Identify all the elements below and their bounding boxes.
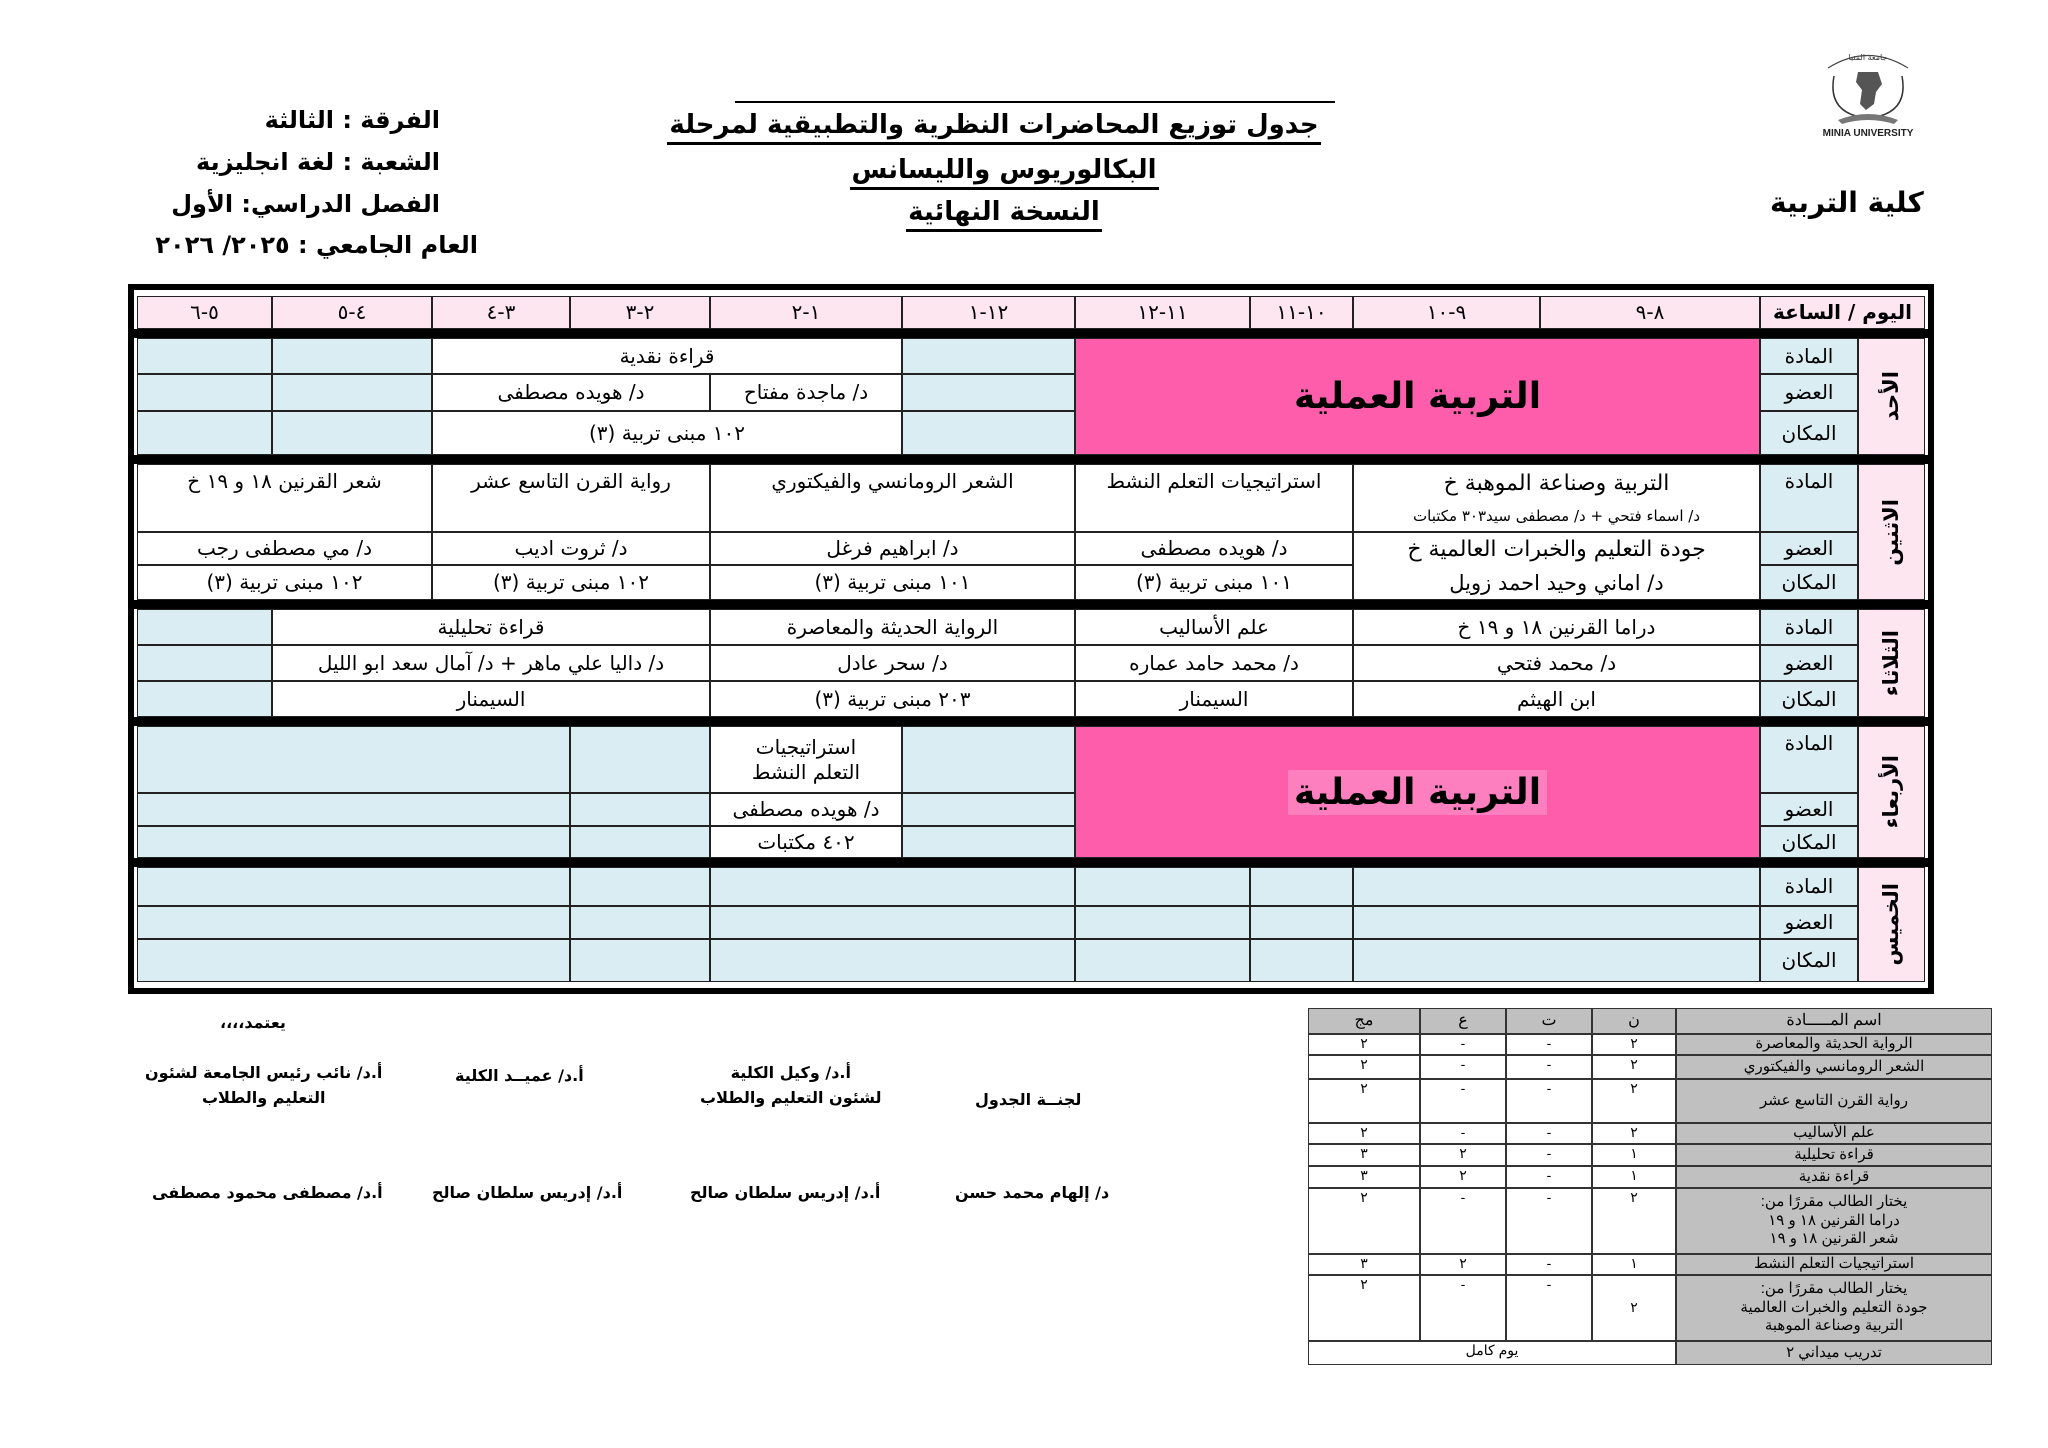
time-slot-header: ٢-٣ xyxy=(570,296,710,329)
class-member: د/ هويده مصطفى xyxy=(710,793,902,826)
class-subject: الرواية الحديثة والمعاصرة xyxy=(710,609,1075,645)
credits-row-total: ٢ xyxy=(1308,1055,1420,1079)
class-subject: شعر القرنين ١٨ و ١٩ خ xyxy=(137,464,432,532)
vice-dean-title-line1: أ.د/ وكيل الكلية xyxy=(730,1063,851,1082)
practicum-block xyxy=(1075,726,1760,858)
credits-row-a: - xyxy=(1420,1123,1506,1144)
dean-title: أ.د/ عميــد الكلية xyxy=(455,1066,584,1085)
approve-label: يعتمد،،،، xyxy=(220,1013,286,1032)
class-subject: التربية وصناعة الموهبة خ xyxy=(1443,470,1670,496)
class-place: ٢٠٣ مبنى تربية (٣) xyxy=(710,681,1075,717)
class-subject: دراما القرنين ١٨ و ١٩ خ xyxy=(1353,609,1760,645)
credits-row-total: ٢ xyxy=(1308,1275,1420,1341)
empty-slot xyxy=(1250,867,1353,906)
credits-row-subject-line: يختار الطالب مقررًا من: xyxy=(1760,1279,1908,1297)
credits-row-subject: قراءة تحليلية xyxy=(1676,1144,1992,1166)
row-label-member: العضو xyxy=(1760,906,1858,939)
credits-row-subject-line: جودة التعليم والخبرات العالمية xyxy=(1740,1298,1928,1316)
empty-slot xyxy=(570,726,710,793)
credits-row-n: ٢ xyxy=(1592,1123,1676,1144)
credits-header-t: ت xyxy=(1506,1008,1592,1034)
credits-row-a: - xyxy=(1420,1275,1506,1341)
credits-row-a: - xyxy=(1420,1055,1506,1079)
row-separator xyxy=(134,329,1928,338)
day-tuesday-label: الثلاثاء xyxy=(1879,629,1904,697)
day-sunday-label: الأحد xyxy=(1879,371,1904,422)
row-label-subject: المادة xyxy=(1760,338,1858,374)
class-place: ٤٠٢ مكتبات xyxy=(710,826,902,858)
corner-label: اليوم / الساعة xyxy=(1760,296,1925,329)
class-place: ١٠٢ مبنى تربية (٣) xyxy=(432,411,902,455)
class-member: د/ هويده مصطفى xyxy=(1075,532,1353,565)
day-wednesday xyxy=(1858,726,1925,858)
credits-row-subject: رواية القرن التاسع عشر xyxy=(1676,1079,1992,1123)
row-separator xyxy=(134,600,1928,609)
class-member: د/ محمد فتحي xyxy=(1353,645,1760,681)
credits-row-subject-line: شعر القرنين ١٨ و ١٩ xyxy=(1769,1230,1899,1248)
class-subject: قراءة نقدية xyxy=(432,338,902,374)
credits-header-a: ع xyxy=(1420,1008,1506,1034)
credits-header-total: مج xyxy=(1308,1008,1420,1034)
row-separator xyxy=(134,455,1928,464)
class-member: د/ محمد حامد عماره xyxy=(1075,645,1353,681)
time-slot-header: ١١-١٢ xyxy=(1075,296,1250,329)
class-subject: جودة التعليم والخبرات العالمية خ xyxy=(1407,537,1706,563)
committee-title: لجنــة الجدول xyxy=(975,1090,1082,1109)
empty-slot xyxy=(137,906,570,939)
elective-talent-block xyxy=(1353,464,1760,532)
row-label-subject: المادة xyxy=(1760,464,1858,532)
day-tuesday xyxy=(1858,609,1925,717)
logo-text: MINIA UNIVERSITY xyxy=(1822,128,1914,139)
credits-row-total: ٣ xyxy=(1308,1254,1420,1275)
class-place: ابن الهيثم xyxy=(1353,681,1760,717)
empty-slot xyxy=(1353,906,1760,939)
title-line-3-text: النسخة النهائية xyxy=(906,197,1102,232)
empty-slot xyxy=(137,609,272,645)
row-label-place: المكان xyxy=(1760,939,1858,982)
university-logo xyxy=(1808,48,1928,143)
credits-row-n: ١ xyxy=(1592,1254,1676,1275)
class-place: ١٠٢ مبنى تربية (٣) xyxy=(432,565,710,600)
time-slot-header: ٩-١٠ xyxy=(1353,296,1540,329)
class-place: السيمنار xyxy=(272,681,710,717)
day-sunday xyxy=(1858,338,1925,455)
elective-quality-block xyxy=(1353,532,1760,600)
title-line-1 xyxy=(0,110,2018,140)
class-member: د/ سحر عادل xyxy=(710,645,1075,681)
class-member: د/ ابراهيم فرغل xyxy=(710,532,1075,565)
empty-slot xyxy=(570,793,710,826)
empty-slot xyxy=(137,681,272,717)
empty-slot xyxy=(1075,906,1250,939)
practicum-block xyxy=(1075,338,1760,455)
empty-slot xyxy=(710,939,1075,982)
empty-slot xyxy=(902,338,1075,374)
credits-row-total: ٣ xyxy=(1308,1166,1420,1188)
credits-row-subject-line: التربية وصناعة الموهبة xyxy=(1764,1317,1904,1335)
empty-slot xyxy=(1075,939,1250,982)
time-slot-header: ١٢-١ xyxy=(902,296,1075,329)
day-thursday xyxy=(1858,867,1925,982)
vice-dean-title-line2: لشئون التعليم والطلاب xyxy=(700,1087,882,1107)
credits-row-n: ٢ xyxy=(1592,1275,1676,1341)
empty-slot xyxy=(570,906,710,939)
empty-slot xyxy=(272,338,432,374)
row-separator xyxy=(134,858,1928,867)
practicum-label: التربية العملية xyxy=(1288,770,1547,815)
class-member: د/ داليا علي ماهر + د/ آمال سعد ابو الليل xyxy=(272,645,710,681)
class-place: السيمنار xyxy=(1075,681,1353,717)
class-member: د/ هويده مصطفى xyxy=(432,374,710,411)
title-top-rule xyxy=(735,101,1335,103)
credits-row-subject-line: يختار الطالب مقررًا من: xyxy=(1760,1192,1908,1210)
empty-slot xyxy=(137,374,272,411)
year-label: الفرقة : الثالثة xyxy=(264,106,440,134)
empty-slot xyxy=(710,867,1075,906)
time-slot-header: ١-٢ xyxy=(710,296,902,329)
empty-slot xyxy=(137,793,570,826)
time-slot-header: ٤-٥ xyxy=(272,296,432,329)
credits-row-subject xyxy=(1676,1188,1992,1254)
row-separator xyxy=(134,717,1928,726)
credits-row-subject: الشعر الرومانسي والفيكتوري xyxy=(1676,1055,1992,1079)
vp-title-line2: التعليم والطلاب xyxy=(201,1087,326,1107)
academic-year-label: العام الجامعي : ٢٠٢٥/ ٢٠٢٦ xyxy=(155,231,478,259)
day-thursday-label: الخميس xyxy=(1879,883,1904,966)
credits-row-n: ١ xyxy=(1592,1144,1676,1166)
credits-header-subject: اسم المـــــادة xyxy=(1676,1008,1992,1034)
empty-slot xyxy=(137,338,272,374)
class-member: د/ ماجدة مفتاح xyxy=(710,374,902,411)
vp-title-line1: أ.د/ نائب رئيس الجامعة لشئون xyxy=(145,1063,383,1082)
empty-slot xyxy=(137,867,570,906)
division-label: الشعبة : لغة انجليزية xyxy=(196,148,440,176)
row-label-member: العضو xyxy=(1760,793,1858,826)
empty-slot xyxy=(902,826,1075,858)
time-slot-header: ٨-٩ xyxy=(1540,296,1760,329)
credits-row-n: ٢ xyxy=(1592,1034,1676,1055)
credits-row-a: - xyxy=(1420,1188,1506,1254)
empty-slot xyxy=(1353,867,1760,906)
day-monday xyxy=(1858,464,1925,600)
vp-title xyxy=(145,1061,382,1111)
class-member: د/ مي مصطفى رجب xyxy=(137,532,432,565)
class-member: د/ ثروت اديب xyxy=(432,532,710,565)
credits-row-a: - xyxy=(1420,1034,1506,1055)
credits-row-total: ٢ xyxy=(1308,1079,1420,1123)
credits-row-subject: علم الأساليب xyxy=(1676,1123,1992,1144)
credits-header-n: ن xyxy=(1592,1008,1676,1034)
row-label-subject: المادة xyxy=(1760,609,1858,645)
empty-slot xyxy=(570,826,710,858)
title-line-2-text: البكالوريوس والليسانس xyxy=(850,155,1159,190)
credits-row-a: ٢ xyxy=(1420,1166,1506,1188)
credits-row-subject: الرواية الحديثة والمعاصرة xyxy=(1676,1034,1992,1055)
credits-row-t: - xyxy=(1506,1034,1592,1055)
vice-dean-name: أ.د/ إدريس سلطان صالح xyxy=(690,1183,881,1202)
class-subject: علم الأساليب xyxy=(1075,609,1353,645)
title-line-3 xyxy=(0,197,2028,227)
empty-slot xyxy=(902,374,1075,411)
class-place: ١٠١ مبنى تربية (٣) xyxy=(710,565,1075,600)
empty-slot xyxy=(570,867,710,906)
credits-row-total: ٢ xyxy=(1308,1034,1420,1055)
empty-slot xyxy=(137,726,570,793)
empty-slot xyxy=(570,939,710,982)
title-line-1-text: جدول توزيع المحاضرات النظرية والتطبيقية لمرحلة xyxy=(667,110,1320,145)
row-label-subject: المادة xyxy=(1760,726,1858,793)
empty-slot xyxy=(710,906,1075,939)
credits-row-n: ٢ xyxy=(1592,1079,1676,1123)
class-note: د/ اسماء فتحي + د/ مصطفى سيد٣٠٣ مكتبات xyxy=(1413,507,1700,526)
credits-row-subject: قراءة نقدية xyxy=(1676,1166,1992,1188)
class-subject: الشعر الرومانسي والفيكتوري xyxy=(710,464,1075,532)
empty-slot xyxy=(272,411,432,455)
credits-row-n: ٢ xyxy=(1592,1188,1676,1254)
practicum-label: التربية العملية xyxy=(1293,376,1542,417)
dean-name: أ.د/ إدريس سلطان صالح xyxy=(432,1183,623,1202)
day-wednesday-label: الأربعاء xyxy=(1879,755,1904,829)
credits-row-t: - xyxy=(1506,1188,1592,1254)
credits-row-t: - xyxy=(1506,1275,1592,1341)
credits-row-t: - xyxy=(1506,1055,1592,1079)
credits-row-t: - xyxy=(1506,1123,1592,1144)
empty-slot xyxy=(1353,939,1760,982)
credits-row-t: - xyxy=(1506,1166,1592,1188)
empty-slot xyxy=(137,939,570,982)
empty-slot xyxy=(902,793,1075,826)
empty-slot xyxy=(1250,906,1353,939)
nefertiti-emblem-icon xyxy=(1808,48,1928,143)
credits-row-total: ٣ xyxy=(1308,1144,1420,1166)
credits-row-t: - xyxy=(1506,1144,1592,1166)
class-subject: استراتيجيات التعلم النشط xyxy=(1075,464,1353,532)
credits-row-t: - xyxy=(1506,1079,1592,1123)
day-monday-label: الاثنين xyxy=(1879,498,1904,566)
faculty-name: كلية التربية xyxy=(1770,186,1924,219)
row-label-subject: المادة xyxy=(1760,867,1858,906)
class-subject: رواية القرن التاسع عشر xyxy=(432,464,710,532)
time-slot-header: ١٠-١١ xyxy=(1250,296,1353,329)
time-slot-header: ٣-٤ xyxy=(432,296,570,329)
row-label-member: العضو xyxy=(1760,374,1858,411)
empty-slot xyxy=(1075,867,1250,906)
row-label-place: المكان xyxy=(1760,826,1858,858)
vp-name: أ.د/ مصطفى محمود مصطفى xyxy=(152,1183,383,1202)
title-line-2 xyxy=(0,155,2028,185)
credits-row-subject-line: دراما القرنين ١٨ و ١٩ xyxy=(1768,1211,1900,1229)
class-member: د/ اماني وحيد احمد زويل xyxy=(1449,570,1664,595)
time-slot-header: ٥-٦ xyxy=(137,296,272,329)
credits-row-a: - xyxy=(1420,1079,1506,1123)
empty-slot xyxy=(137,411,272,455)
empty-slot xyxy=(1250,939,1353,982)
row-label-place: المكان xyxy=(1760,411,1858,455)
semester-label: الفصل الدراسي: الأول xyxy=(171,190,440,218)
credits-row-total: ٢ xyxy=(1308,1123,1420,1144)
credits-row-a: ٢ xyxy=(1420,1144,1506,1166)
credits-row-n: ١ xyxy=(1592,1166,1676,1188)
class-subject: استراتيجيات التعلم النشط xyxy=(710,726,902,793)
row-label-member: العضو xyxy=(1760,532,1858,565)
vice-dean-title xyxy=(700,1061,882,1111)
logo-arabic-text: جامعة المنيا xyxy=(1848,53,1888,62)
credits-row-subject xyxy=(1676,1275,1992,1341)
credits-row-a: ٢ xyxy=(1420,1254,1506,1275)
class-subject: قراءة تحليلية xyxy=(272,609,710,645)
credits-row-subject: تدريب ميداني ٢ xyxy=(1676,1341,1992,1365)
row-label-place: المكان xyxy=(1760,565,1858,600)
empty-slot xyxy=(137,645,272,681)
credits-row-total: ٢ xyxy=(1308,1188,1420,1254)
credits-row-t: - xyxy=(1506,1254,1592,1275)
credits-row-n: ٢ xyxy=(1592,1055,1676,1079)
empty-slot xyxy=(272,374,432,411)
row-label-member: العضو xyxy=(1760,645,1858,681)
class-place: ١٠١ مبنى تربية (٣) xyxy=(1075,565,1353,600)
committee-name: د/ إلهام محمد حسن xyxy=(955,1183,1110,1202)
credits-row-span-value: يوم كامل xyxy=(1308,1341,1676,1365)
empty-slot xyxy=(902,726,1075,793)
empty-slot xyxy=(902,411,1075,455)
row-label-place: المكان xyxy=(1760,681,1858,717)
empty-slot xyxy=(137,826,570,858)
credits-row-subject: استراتيجيات التعلم النشط xyxy=(1676,1254,1992,1275)
class-place: ١٠٢ مبنى تربية (٣) xyxy=(137,565,432,600)
